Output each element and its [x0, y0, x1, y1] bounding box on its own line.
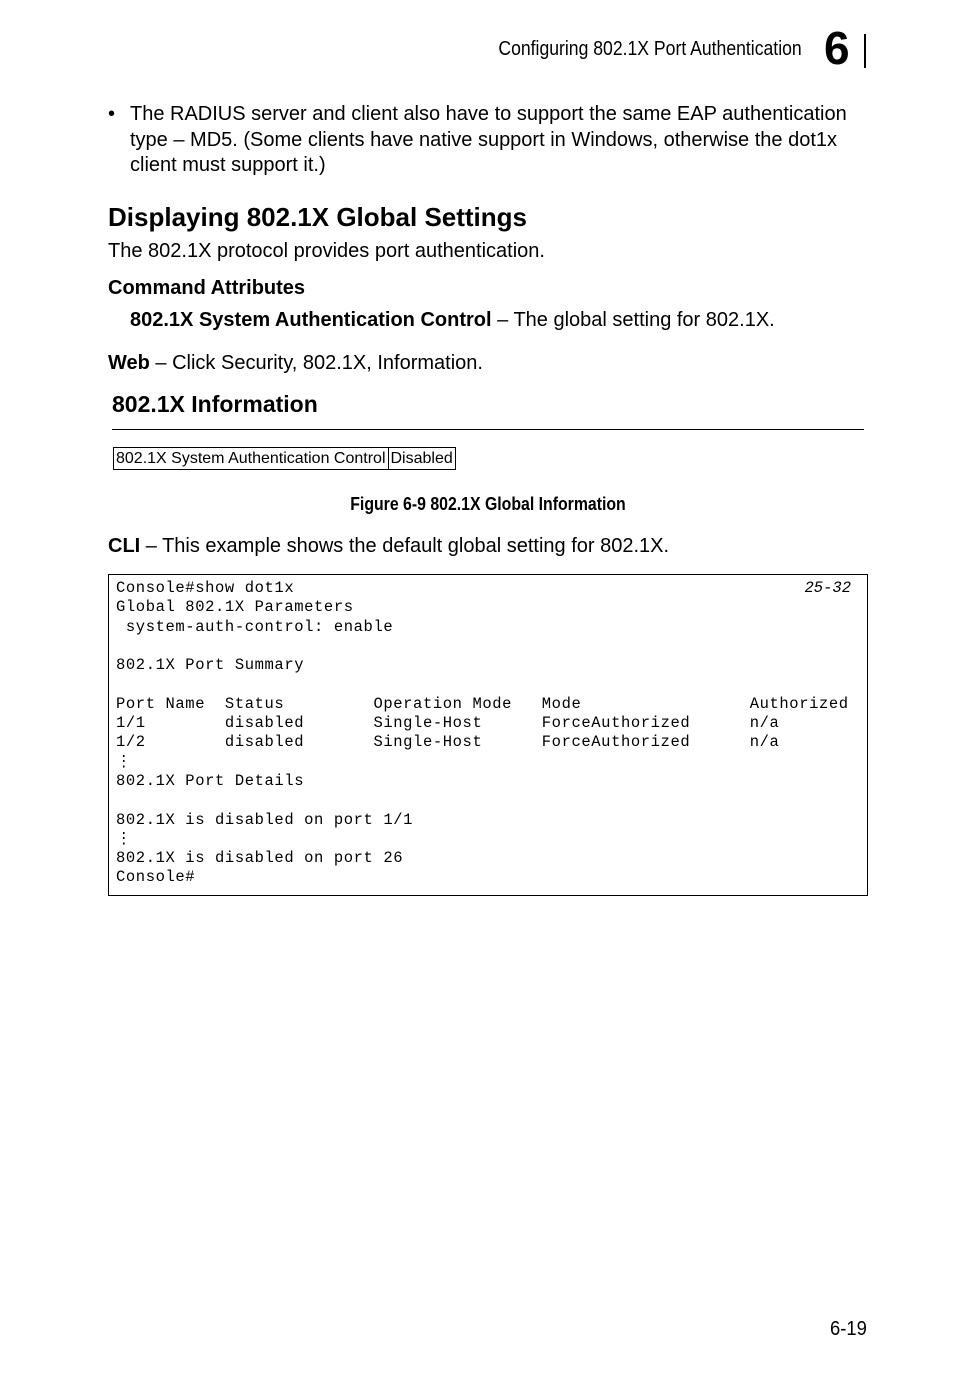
- page-number: 6-19: [830, 1318, 867, 1340]
- cli-instruction: [108, 535, 669, 558]
- cli-label: CLI: [108, 535, 141, 557]
- web-instruction: [108, 352, 483, 375]
- section-heading: Displaying 802.1X Global Settings: [108, 202, 528, 232]
- console-output-box: [108, 574, 868, 896]
- info-label-cell: 802.1X System Authentication Control: [114, 448, 389, 470]
- attribute-description: – The global setting for 802.1X.: [491, 309, 775, 331]
- info-table: [113, 447, 456, 470]
- web-label: Web: [108, 352, 150, 374]
- web-panel-divider: [112, 429, 864, 430]
- chapter-number: 6: [824, 22, 850, 74]
- attribute-term: 802.1X System Authentication Control: [130, 309, 492, 331]
- cli-text: – This example shows the default global setting for 802.1X.: [140, 535, 670, 557]
- console-page-reference: 25-32: [804, 579, 851, 597]
- figure-caption: Figure 6-9 802.1X Global Information: [350, 494, 626, 514]
- bullet-text: The RADIUS server and client also have to support the same EAP authentication type – MD5. (Some clients have native support in Windows, otherwise the dot1x client must support it.): [130, 103, 847, 176]
- web-text: – Click Security, 802.1X, Information.: [149, 352, 483, 374]
- console-output: Console#show dot1x Global 802.1X Parameters system-auth-control: enable 802.1X Port Summary Port Name Status Operation Mode Mode Authorized 1/1 disabled Single-Host ForceAuthorized n/a 1/2 disabled Single-Host ForceAuthorized n/a ⋮ 802.1X Port Details 802.1X is disabled on port 1/1 ⋮ 802.1X is disabled on port 26 Console#: [116, 579, 849, 887]
- intro-paragraph: The 802.1X protocol provides port authentication.: [108, 240, 545, 262]
- chapter-divider: [864, 34, 866, 68]
- web-panel-title: 802.1X Information: [112, 391, 318, 417]
- running-header: Configuring 802.1X Port Authentication: [498, 38, 802, 60]
- bullet-icon: •: [108, 103, 116, 125]
- info-value-cell: Disabled: [388, 448, 455, 470]
- attribute-item: [130, 309, 775, 332]
- table-row: [114, 448, 456, 470]
- command-attributes-heading: Command Attributes: [108, 277, 306, 299]
